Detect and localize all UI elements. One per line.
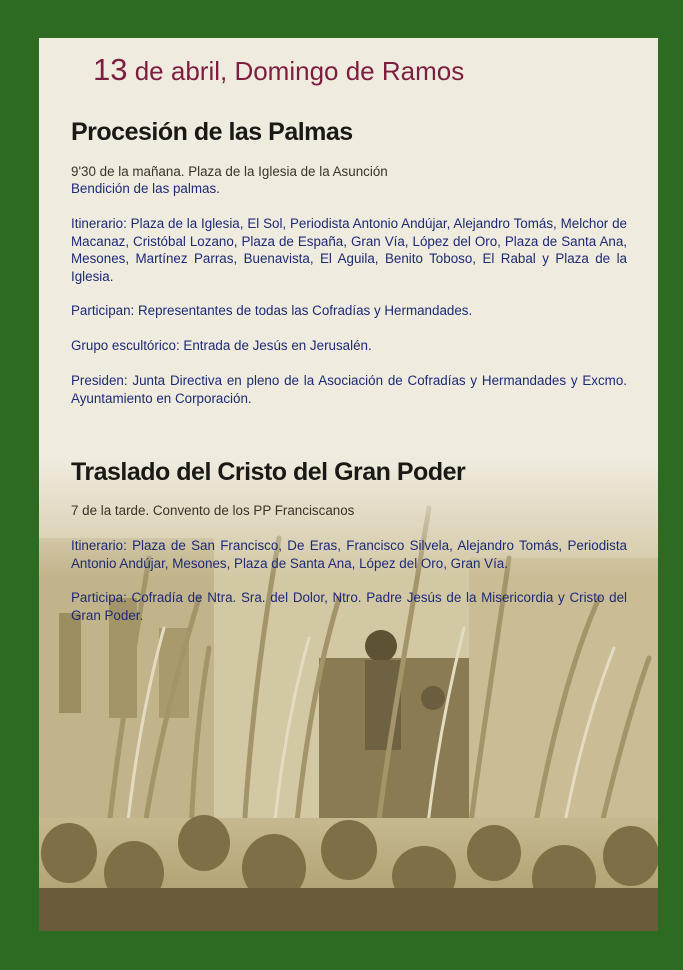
page-panel bbox=[39, 38, 658, 931]
gran-poder-itinerary: Itinerario: Plaza de San Francisco, De Eras, Francisco Silvela, Alejandro Tomás, Periodista Antonio Andújar, Mesones, Plaza de Santa Ana, López del Oro, Gran Vía. bbox=[71, 538, 627, 571]
palmas-note: Bendición de las palmas. bbox=[71, 181, 220, 196]
palmas-participants: Participan: Representantes de todas las Cofradías y Hermandades. bbox=[71, 303, 473, 318]
date-title: de abril, Domingo de Ramos bbox=[134, 56, 465, 86]
palmas-group: Grupo escultórico: Entrada de Jesús en Jerusalén. bbox=[71, 338, 372, 353]
palmas-itinerary: Itinerario: Plaza de la Iglesia, El Sol, Periodista Antonio Andújar, Alejandro Tomás, Melchor de Macanaz, Cristóbal Lozano, Plaza de España, Gran Vía, López del Oro, Plaza de Santa Ana, Mesones, Martínez Parras, Buenavista, El Aguila, Benito Toboso, El Rabal y Plaza de la Iglesia. bbox=[71, 216, 627, 284]
section-title-palmas: Procesión de las Palmas bbox=[71, 118, 353, 146]
gran-poder-time-place: 7 de la tarde. Convento de los PP Franciscanos bbox=[71, 503, 355, 518]
gran-poder-participants: Participa: Cofradía de Ntra. Sra. del Dolor, Ntro. Padre Jesús de la Misericordia y Cristo del Gran Poder. bbox=[71, 590, 627, 623]
event-date-heading bbox=[93, 52, 464, 88]
section-title-gran-poder: Traslado del Cristo del Gran Poder bbox=[71, 458, 466, 486]
day-number: 13 bbox=[93, 52, 128, 87]
palmas-time-place: 9'30 de la mañana. Plaza de la Iglesia de la Asunción bbox=[71, 164, 388, 179]
palmas-presiding: Presiden: Junta Directiva en pleno de la Asociación de Cofradías y Hermandades y Excmo. Ayuntamiento en Corporación. bbox=[71, 373, 627, 406]
